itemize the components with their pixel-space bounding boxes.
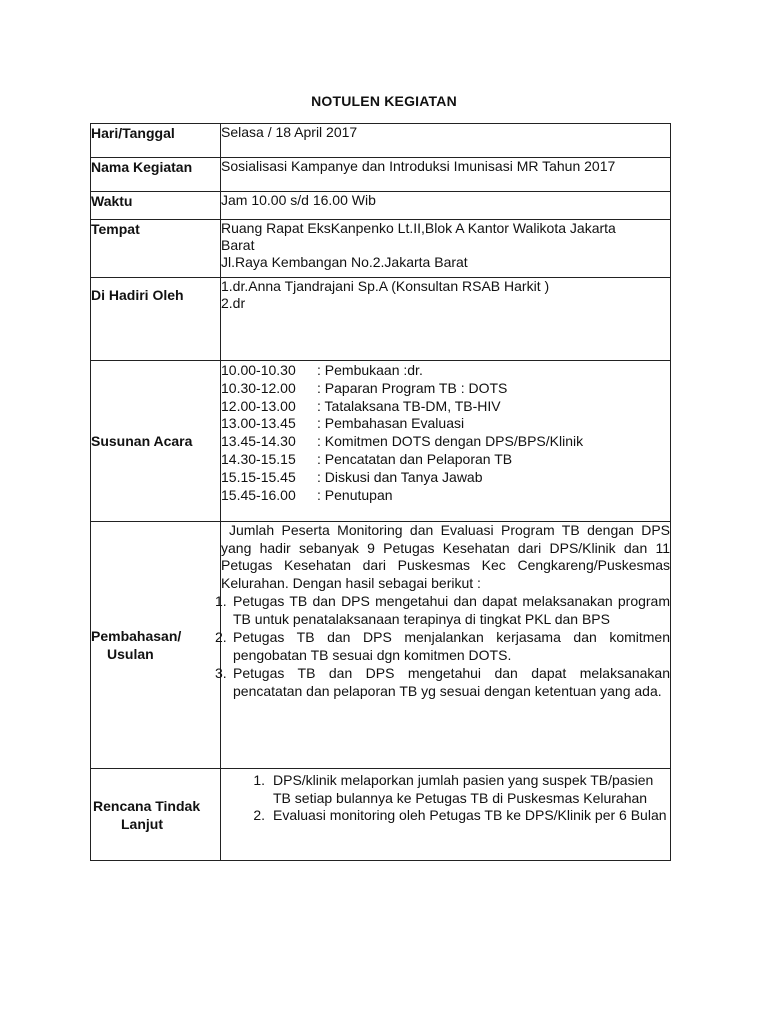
pembahasan-item: 1. Petugas TB dan DPS mengetahui dan dapat melaksanakan program TB untuk penatalaksanaan terapinya di tingkat PKL dan BPS <box>215 593 670 628</box>
value-waktu: Jam 10.00 s/d 16.00 Wib <box>221 192 671 220</box>
agenda-time: 10.30-12.00 <box>221 379 296 396</box>
label-pembahasan: Pembahasan/ Usulan <box>91 522 221 769</box>
label-rencana: Rencana Tindak Lanjut <box>91 769 221 861</box>
agenda-time: 15.15-15.45 <box>221 468 296 485</box>
row-waktu <box>91 192 671 220</box>
label-tempat: Tempat <box>91 220 221 278</box>
agenda-item <box>221 469 670 487</box>
agenda-time: 12.00-13.00 <box>221 397 296 414</box>
agenda-time: 15.45-16.00 <box>221 486 296 503</box>
value-rencana <box>221 769 671 861</box>
row-pembahasan <box>91 522 671 769</box>
label-hadir: Di Hadiri Oleh <box>91 278 221 361</box>
label-hari-tanggal: Hari/Tanggal <box>91 124 221 158</box>
agenda-desc: : Komitmen DOTS dengan DPS/BPS/Klinik <box>317 433 584 450</box>
agenda-time: 10.00-10.30 <box>221 362 296 378</box>
tempat-line: Barat <box>221 237 255 253</box>
agenda-desc: : Tatalaksana TB-DM, TB-HIV <box>317 397 501 414</box>
agenda-desc: : Paparan Program TB : DOTS <box>317 379 508 396</box>
row-nama-kegiatan <box>91 158 671 192</box>
document-title: NOTULEN KEGIATAN <box>311 93 457 109</box>
label-waktu: Waktu <box>91 192 221 220</box>
tempat-line: Jl.Raya Kembangan No.2.Jakarta Barat <box>221 254 468 270</box>
pembahasan-intro: Jumlah Peserta Monitoring dan Evaluasi Program TB dengan DPS yang hadir sebanyak 9 Petugas Kesehatan dari DPS/Klinik dan 11 Petugas Kesehatan dari Puskesmas Kec Cengkareng/Puskesmas Kelurahan. Dengan hasil sebagai berikut : <box>221 522 670 591</box>
value-tempat <box>221 220 671 278</box>
row-rencana <box>91 769 671 861</box>
rencana-item: 2. Evaluasi monitoring oleh Petugas TB ke DPS/Klinik per 6 Bulan <box>253 807 667 823</box>
pembahasan-item: 3. Petugas TB dan DPS mengetahui dan dapat melaksanakan pencatatan dan pelaporan TB yg sesuai dengan ketentuan yang ada. <box>215 665 670 700</box>
agenda-time: 14.30-15.15 <box>221 450 296 467</box>
hadir-line: 2.dr <box>221 295 246 311</box>
row-hari-tanggal <box>91 124 671 158</box>
value-hari-tanggal: Selasa / 18 April 2017 <box>221 124 671 158</box>
agenda-desc: : Pembukaan :dr. <box>317 362 423 378</box>
agenda-item <box>221 451 670 469</box>
value-nama-kegiatan: Sosialisasi Kampanye dan Introduksi Imunisasi MR Tahun 2017 <box>221 158 671 192</box>
notulen-table <box>90 123 671 861</box>
agenda-time: 13.45-14.30 <box>221 433 296 450</box>
row-hadir <box>91 278 671 361</box>
agenda-item <box>221 415 670 433</box>
agenda-desc: : Pembahasan Evaluasi <box>317 415 465 432</box>
label-nama-kegiatan: Nama Kegiatan <box>91 158 221 192</box>
value-hadir <box>221 278 671 361</box>
value-pembahasan <box>215 522 671 769</box>
agenda-desc: : Diskusi dan Tanya Jawab <box>317 468 483 485</box>
agenda-time: 13.00-13.45 <box>221 415 296 432</box>
value-susunan-acara <box>221 361 671 522</box>
pembahasan-item: 2. Petugas TB dan DPS menjalankan kerjasama dan komitmen pengobatan TB sesuai dgn komitmen DOTS. <box>215 629 670 664</box>
rencana-item: 1. DPS/klinik melaporkan jumlah pasien yang suspek TB/pasien TB setiap bulannya ke Petugas TB di Puskesmas Kelurahan <box>253 772 654 806</box>
agenda-desc: : Pencatatan dan Pelaporan TB <box>317 450 513 467</box>
tempat-line: Ruang Rapat EksKanpenko Lt.II,Blok A Kantor Walikota Jakarta <box>221 220 616 236</box>
agenda-item <box>221 362 670 380</box>
row-tempat <box>91 220 671 278</box>
agenda-item <box>221 398 670 416</box>
agenda-item <box>221 380 670 398</box>
label-susunan-acara: Susunan Acara <box>91 361 221 522</box>
agenda-item <box>221 433 670 451</box>
agenda-item <box>221 487 670 505</box>
row-susunan-acara <box>91 361 671 522</box>
hadir-line: 1.dr.Anna Tjandrajani Sp.A (Konsultan RSAB Harkit ) <box>221 278 550 294</box>
agenda-desc: : Penutupan <box>317 486 393 503</box>
